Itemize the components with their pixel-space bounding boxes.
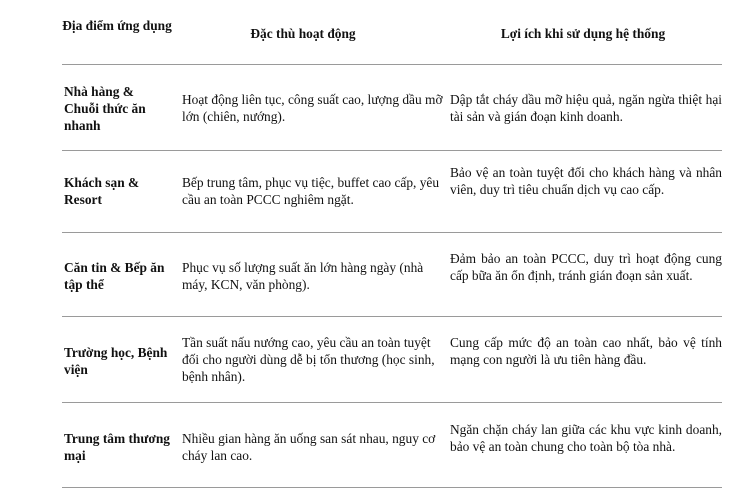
row-location: Căn tin & Bếp ăn tập thể (64, 260, 165, 292)
header-benefits: Lợi ích khi sử dụng hệ thống (500, 26, 666, 41)
table-row (62, 233, 722, 317)
row-benefits: Ngăn chặn cháy lan giữa các khu vực kinh doanh, bảo vệ an toàn chung cho toàn bộ tòa nhà. (450, 422, 722, 454)
header-characteristics: Đặc thù hoạt động (250, 26, 356, 41)
table-row (62, 403, 722, 488)
row-characteristics: Hoạt động liên tục, công suất cao, lượng dầu mỡ lớn (chiên, nướng). (182, 92, 443, 124)
header-location: Địa điểm ứng dụng (62, 18, 172, 33)
row-benefits: Đảm bảo an toàn PCCC, duy trì hoạt động cung cấp bữa ăn ổn định, tránh gián đoạn sản xuất. (450, 251, 722, 283)
table-row (62, 317, 722, 403)
row-location: Trường học, Bệnh viện (64, 345, 168, 377)
row-benefits: Bảo vệ an toàn tuyệt đối cho khách hàng và nhân viên, duy trì tiêu chuẩn dịch vụ cao cấp. (450, 165, 722, 197)
row-characteristics: Bếp trung tâm, phục vụ tiệc, buffet cao cấp, yêu cầu an toàn PCCC nghiêm ngặt. (182, 175, 440, 207)
table-row (62, 65, 722, 151)
row-location: Nhà hàng & Chuỗi thức ăn nhanh (64, 84, 146, 133)
row-location: Khách sạn & Resort (64, 175, 140, 207)
row-characteristics: Tần suất nấu nướng cao, yêu cầu an toàn tuyệt đối cho người dùng dễ bị tổn thương (học sinh, bệnh nhân). (182, 335, 435, 384)
row-characteristics: Nhiều gian hàng ăn uống san sát nhau, nguy cơ cháy lan cao. (182, 431, 436, 463)
row-location: Trung tâm thương mại (64, 431, 170, 463)
table-row (62, 151, 722, 233)
table-header (62, 0, 722, 65)
applications-table (62, 0, 722, 463)
row-benefits: Dập tắt cháy dầu mỡ hiệu quả, ngăn ngừa thiệt hại tài sản và gián đoạn kinh doanh. (450, 92, 722, 124)
row-benefits: Cung cấp mức độ an toàn cao nhất, bảo vệ tính mạng con người là ưu tiên hàng đầu. (450, 335, 722, 367)
row-characteristics: Phục vụ số lượng suất ăn lớn hàng ngày (nhà máy, KCN, văn phòng). (182, 260, 424, 292)
